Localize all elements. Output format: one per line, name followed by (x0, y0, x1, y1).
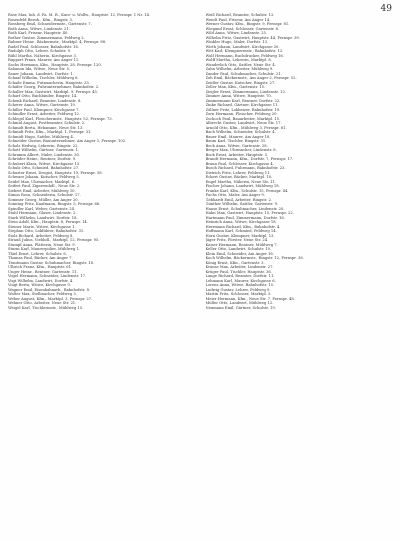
directory-entry: Eckert Gustav, Bäcker, Marktpl. 10. (205, 175, 273, 179)
directory-entry: Franke Karl, Kfm., Schulstr. 15, Fernspr. 44. (205, 188, 289, 193)
directory-entry: Brandt Hermann, Kfm., Dorfstr. 7, Fernspr. 17. (205, 157, 294, 161)
directory-entry: Vogel Hermann, Schneider, Lindenstr. 17. (8, 274, 87, 278)
directory-entry: Ludwig Gustav, Lehrer, Feldweg 9. (205, 287, 271, 292)
directory-entry: Busch Richard, Fuhrmann, Bahnhofstr. 23. (205, 166, 286, 170)
directory-entry: Strauß Julius, Viehhdl., Marktpl. 12, Fernspr. 95. (8, 238, 100, 242)
directory-entry: Schröder Heinr., Rentner, Dorfstr. 9. (8, 157, 77, 161)
directory-entry: Hartmann Paul, Zimmermann, Dorfstr. 16. (205, 215, 285, 220)
directory-entry: Schott Wilhelm, Gärtner, Gartenstr. 1. (8, 148, 80, 152)
directory-entry: Engel Martha, Näherin, Neue Str. 11. (205, 179, 276, 184)
directory-entry: Wendt Paul, Friseur, Am Anger 14. (205, 17, 271, 22)
directory-entry: Zander Paul, Schuhmacher, Schulstr. 21. (205, 71, 282, 76)
directory-entry: Weigel Karl, Tischlermstr., Mühlweg 15. (8, 305, 84, 310)
directory-entry: Sturm Karl, Maurerpolier, Mühlweg 1. (8, 247, 81, 251)
directory-entry: Wolff Martha, Lehrerin, Marktpl. 8. (205, 58, 272, 62)
directory-entry: Kaiser Hermann, Rentner, Mühlweg 7. (205, 242, 278, 247)
directory-entry: Stolz Richard, Arbeiter, Feldweg 8. (8, 233, 74, 238)
directory-entry: Neumann Emil, Gärtner, Schulstr. 19. (205, 305, 276, 310)
directory-entry: Roth Karl, Friseur, Hauptstr. 40. (8, 31, 69, 35)
directory-entry: Schlegel Karl, Fleischermstr., Hauptstr. 52, Fernspr. 73. (8, 116, 113, 121)
left-column (8, 13, 197, 537)
directory-entry: Rosenfeld Bernh., Kfm., Ringstr. 3. (8, 17, 74, 22)
directory-entry: Berger Max, Uhrmacher, Lindenstr. 6. (205, 148, 277, 152)
directory-entry: Unger Heinr., Rentner, Gartenstr. 11. (8, 269, 78, 274)
directory-entry: Müller Otto, Landwirt, Mühlweg 12. (205, 301, 274, 305)
directory-entry: Hoffmann Karl, Schmied, Feldweg 14. (205, 229, 277, 233)
directory-entry: Schade Emma, Putzmacherin, Hauptstr. 33. (8, 80, 90, 85)
directory-entry: Schuster Ernst, Drogist, Hauptstr. 19, Fernspr. 58. (8, 170, 103, 175)
directory-entry: Zeidler Gustav, Kutscher, Ringstr. 27. (205, 80, 276, 85)
directory-entry: Bock Ernst, Arbeiter, Hauptstr. 3. (205, 152, 269, 157)
directory-entry: Schubert Klara, Witwe, Kirchgasse 15. (8, 161, 81, 166)
directory-entry: Wild Anna, Witwe, Lindenstr. 25. (205, 31, 268, 35)
directory-entry: Schaaf Wilhelm, Tischler, Mühlweg 6. (8, 76, 79, 80)
directory-entry: Voigt Berta, Witwe, Kirchgasse 9. (8, 283, 71, 287)
directory-entry: Vogt Wilhelm, Landwirt, Dorfstr. 4. (8, 278, 74, 283)
directory-entry: Hahn Max, Gastwirt, Hauptstr. 15, Fernspr. 22. (205, 211, 294, 215)
directory-entry: Schindler Ernst, Arbeiter, Feldweg 12. (8, 112, 81, 116)
directory-entry: Schmidt Hugo, Sattler, Mühlweg 4. (8, 134, 75, 139)
directory-entry: Schaller Max, Gastwirt, Marktpl. 9, Fernspr. 45. (8, 89, 99, 94)
directory-entry: Wirth Johann, Landwirt, Kirchgasse 20. (205, 44, 280, 49)
right-column (206, 13, 395, 537)
directory-entry: Seidel Max, Uhrmacher, Marktpl. 6. (8, 179, 76, 184)
directory-entry: Koch Wilhelm, Bäckermstr., Ringstr. 12, Fernspr. 36. (205, 256, 304, 260)
directory-entry: Bauer Emil, Maurer, Am Anger 18. (205, 134, 271, 139)
directory-entry: Ziegler Ernst, Zimmermann, Lindenstr. 12. (205, 89, 286, 94)
directory-entry: Herrmann Richard, Kfm., Bahnhofstr. 4. (205, 224, 281, 229)
directory-entry: Werner Gustav, Kfm., Ringstr. 9, Fernspr. 81. (205, 22, 290, 26)
directory-entry: Zeh Emil, Bäckermstr., Am Anger 2, Fernspr. 52. (205, 76, 297, 80)
directory-entry: Zimmer Anna, Witwe, Hauptstr. 70. (205, 94, 272, 98)
directory-entry: Rother Gustav, Zimmermann, Feldweg 2. (8, 35, 85, 40)
directory-entry: Lehmann Karl, Maurer, Kirchgasse 6. (205, 278, 276, 283)
directory-entry: Braun Paul, Schlosser, Kirchgasse 4. (205, 161, 274, 166)
directory-entry: Schenk Richard, Beamter, Lindenstr. 8. (8, 98, 82, 103)
directory-entry: Sauer Johann, Landwirt, Dorfstr. 1. (8, 71, 74, 76)
directory-entry: Zorn Hermann, Fleischer, Feldweg 20. (205, 112, 278, 116)
directory-entry: Seifert Paul, Zigarrenhdl., Neue Str. 2. (8, 184, 81, 188)
directory-entry: Stein Adolf, Kfm., Hauptstr. 8, Fernspr. 14. (8, 220, 88, 224)
directory-entry: Albrecht Gustav, Landwirt, Neue Str. 17. (205, 121, 282, 125)
directory-columns (8, 13, 394, 537)
directory-entry: Winkler Hugo, Maler, Dorfstr. 13. (205, 40, 269, 44)
directory-entry: Rudolph Otto, Lehrer, Schulstr. 9. (8, 49, 72, 53)
directory-entry: Klein Emil, Schneider, Am Anger 16. (205, 251, 274, 256)
directory-entry: Haase Ernst, Schuhmacher, Lindenstr. 20. (205, 206, 285, 211)
directory-entry: Wagner Emil, Eisenbahnarb., Bahnhofstr. 8. (8, 287, 91, 292)
directory-entry: Scholz Hedwig, Lehrerin, Ringstr. 22. (8, 143, 79, 148)
directory-entry: Schramm Albert, Maler, Lindenstr. 30. (8, 152, 80, 157)
directory-entry: Scharf Otto, Buchbinder, Ringstr. 14. (8, 94, 78, 98)
directory-entry: Trautmann Gustav, Schuhmacher, Ringstr. 18. (8, 260, 95, 265)
directory-entry: Zschoch Paul, Bauarbeiter, Marktpl. 15. (205, 116, 281, 121)
directory-entry: Wilhelm Fritz, Gastwirt, Hauptstr. 44, Fernspr. 39. (205, 35, 300, 40)
directory-entry: Arnold Otto, Kfm., Mühlweg 3, Fernspr. 61. (205, 125, 287, 130)
directory-entry: Wiegand Ernst, Schlosser, Gartenstr. 6. (205, 26, 280, 31)
directory-entry: Scherer Anna, Witwe, Gartenstr. 19. (8, 103, 76, 107)
directory-entry: Günther Wilhelm, Sattler, Gartenstr. 9. (205, 202, 279, 206)
directory-entry: Lange Richard, Beamter, Dorfstr. 11. (205, 274, 275, 278)
directory-entry: Stahl Hermann, Glaser, Lindenstr. 2. (8, 211, 77, 215)
directory-entry: Jäger Fritz, Förster, Neue Str. 24. (205, 238, 269, 242)
directory-entry: Bach Wilhelm, Schneider, Schulstr. 4. (205, 130, 276, 134)
directory-entry: Siebert Emil, Arbeiter, Mühlweg 10. (8, 188, 76, 193)
directory-entry: Zahn Wilhelm, Arbeiter, Mühlweg 9. (205, 67, 274, 71)
directory-entry: Sommer Georg, Müller, Am Anger 20. (8, 197, 79, 202)
directory-entry: Rühl Martha, Näherin, Kirchgasse 3. (8, 53, 78, 58)
directory-entry: Witt Karl, Klempnermstr., Bahnhofstr. 12. (205, 49, 284, 53)
directory-entry: Zinke Richard, Gärtner, Kirchgasse 11. (205, 103, 279, 107)
directory-entry: Stephan Otto, Lokführer, Bahnhofstr. 31. (8, 229, 85, 233)
directory-entry: Krause Max, Arbeiter, Lindenstr. 27. (205, 265, 274, 269)
directory-entry: Wunderlich Otto, Sattler, Neue Str. 4. (205, 62, 276, 67)
directory-entry: Thomas Paul, Bäcker, Am Anger 7. (8, 256, 73, 260)
directory-entry: Steiner Marie, Witwe, Kirchgasse 1. (8, 224, 76, 229)
directory-entry: Ruppert Franz, Maurer, Am Anger 11. (8, 58, 80, 62)
directory-entry: Weber August, Kfm., Marktpl. 3, Fernspr. 27. (8, 296, 93, 301)
page-number: 49 (380, 4, 392, 14)
directory-entry: Fischer Johann, Landwirt, Mühlweg 18. (205, 184, 280, 188)
directory-entry: Zimmermann Karl, Rentner, Dorfstr. 22. (205, 98, 281, 103)
directory-entry: Gebhardt Emil, Arbeiter, Ringstr. 2. (205, 197, 273, 202)
directory-entry: Meier Hermann, Kfm., Neue Str. 7, Fernspr. 48. (205, 296, 295, 301)
directory-entry: Wolf Hermann, Buchdrucker, Feldweg 16. (205, 53, 284, 58)
directory-entry: Fuchs Otto, Maler, Am Anger 9. (205, 193, 265, 197)
directory-entry: Schwarz Johann, Kutscher, Feldweg 5. (8, 175, 80, 179)
directory-entry: Horn Gustav, Klempner, Marktpl. 13. (205, 233, 275, 238)
directory-entry: Ulbrich Franz, Kfm., Hauptstr. 61. (8, 265, 73, 269)
directory-entry: Dietrich Fritz, Lehrer, Feldweg 11. (205, 170, 271, 175)
directory-entry: Sonntag Fritz, Kaufmann, Ringstr. 5, Fernspr. 66. (8, 202, 101, 206)
directory-entry: Zöllner Fritz, Lokheizer, Bahnhofstr. 19. (205, 107, 281, 112)
directory-entry: König Ernst, Kfm., Gartenstr. 3. (205, 260, 265, 265)
directory-entry: Schmidt Fritz, Kfm., Marktpl. 1, Fernspr. 31. (8, 130, 92, 134)
directory-entry: Thiel Ernst, Lehrer, Schulstr. 6. (8, 251, 67, 256)
directory-entry: Stark Wilhelm, Landwirt, Dorfstr. 18. (8, 215, 78, 220)
directory-entry: Beck Anna, Witwe, Gartenstr. 28. (205, 143, 268, 148)
directory-entry: Roth Anna, Witwe, Lindenstr. 21. (8, 26, 70, 31)
directory-entry: Schäfer Georg, Fuhrunternehmer, Bahnhofstr. 2. (8, 85, 100, 89)
directory-entry: Weiß Richard, Beamter, Schulstr. 12. (205, 13, 275, 17)
directory-entry: Wehner Otto, Arbeiter, Neue Str. 21. (8, 301, 77, 305)
directory-entry: Schmidt Berta, Hebamme, Neue Str. 13. (8, 125, 84, 130)
directory-entry: Keller Otto, Landwirt, Schulstr. 10. (205, 247, 272, 251)
directory-entry: Rossberg Emil, Schneidermstr., Gartenstr. 7. (8, 22, 92, 26)
directory-entry: Heinrich Anna, Witwe, Kirchgasse 18. (205, 220, 277, 224)
directory-entry: Schneider Gustav, Bauunternehmer, Am Anger 3, Fernspr. 102. (8, 139, 127, 143)
directory-entry: Lorenz Anna, Witwe, Bahnhofstr. 15. (205, 283, 275, 287)
directory-entry: Salomon Ida, Witwe, Neue Str. 5. (8, 67, 71, 71)
directory-entry: Walter Max, Stellmacher, Feldweg 3. (8, 292, 77, 296)
directory-entry: Rubner Heinr., Bäckermstr., Marktpl. 4, Fernspr. 88. (8, 40, 107, 44)
directory-entry: Sachs Hermann, Kfm., Hauptstr. 28, Fernspr. 120. (8, 62, 102, 67)
directory-entry: Martin Fritz, Schlosser, Marktpl. 5. (205, 292, 272, 296)
directory-entry: Stumpf Anna, Plätterin, Neue Str. 9. (8, 242, 76, 247)
directory-entry: Simon Rosa, Schneiderin, Schulstr. 17. (8, 193, 81, 197)
directory-entry: Schulz Otto, Schmied, Bahnhofstr. 27. (8, 166, 80, 170)
directory-entry: Zeller Max, Kfm., Gartenstr. 15. (205, 85, 266, 89)
directory-entry: Rudel Paul, Schlosser, Bahnhofstr. 16. (8, 44, 80, 49)
directory-entry: Spindler Karl, Weber, Gartenstr. 24. (8, 206, 76, 211)
directory-entry: Baum Karl, Tischler, Ringstr. 31. (205, 139, 267, 143)
directory-entry: Schiller Paul, Klempner, Kirchgasse 7. (8, 107, 80, 112)
directory-entry: Rose Max, Inh. d. Fa. M. R., Kurz- u. Wollw., Hauptstr. 12, Fernspr. 1 Nr. 14. (8, 13, 151, 17)
directory-entry: Krüger Paul, Tischler, Hauptstr. 36. (205, 269, 272, 274)
directory-entry: Schmid August, Postbeamter, Schulstr. 2. (8, 121, 86, 125)
